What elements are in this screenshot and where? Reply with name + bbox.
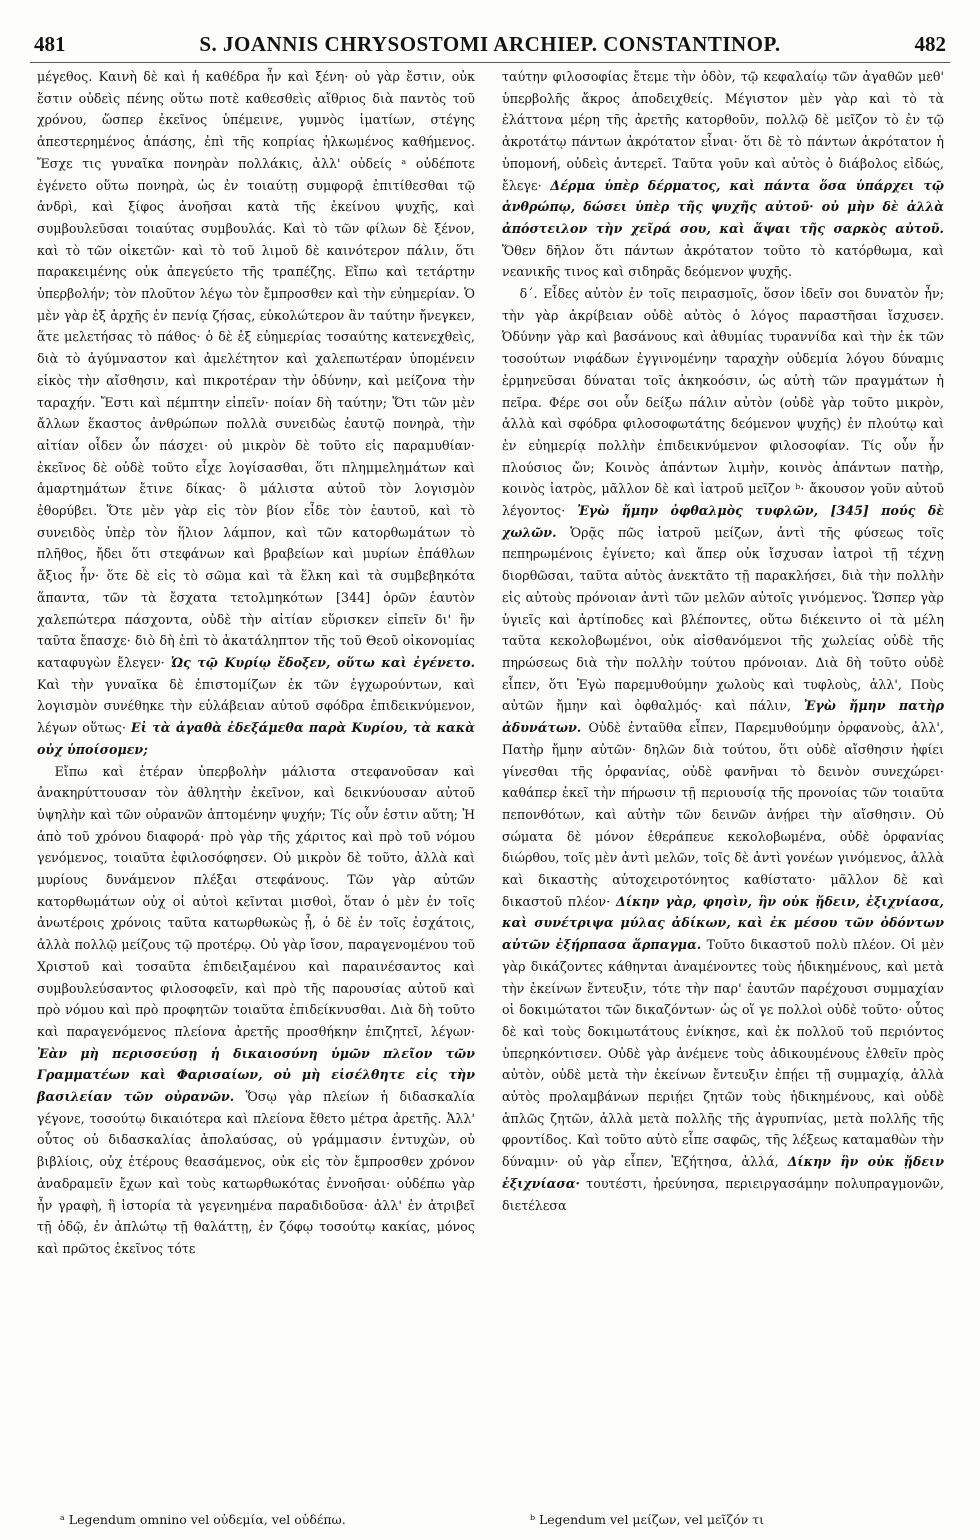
header-rule xyxy=(30,62,950,63)
running-title: S. JOANNIS CHRYSOSTOMI ARCHIEP. CONSTANTINOP. xyxy=(199,32,781,56)
right-paragraph-2: δ΄. Εἶδες αὐτὸν ἐν τοῖς πειρασμοῖς, ὅσον ἰδεῖν σοι δυνατὸν ἦν; τὴν γὰρ ἀκρίβειαν οὐδὲ αὐτὸς ὁ λόγος παραστῆσαι ἴσχυσεν. Ὀδύνην γὰρ καὶ βασάνους καὶ ἀθυμίας τυραννίδα καὶ τὴν ἐκ τῶν τοσούτων νιφάδων ἐγγινομένην ταραχὴν οὐδεμία λόγου δύναμις ἑρμηνεῦσαι δύναται τοῖς ἀκηκοόσιν, ὡς αὐτὴ τῶν πραγμάτων ἡ πεῖρα. Φέρε σοι οὖν δείξω πάλιν αὐτὸν (οὐδὲ γὰρ τοῦτο μικρὸν, ἀλλὰ καὶ σφόδρα φιλοσοφωτάτης δεόμενον ψυχῆς) ἐν πλούτῳ καὶ ἐν εὐημερίᾳ πολλὴν ἐπιδεικνύμενον φιλοσοφίαν. Τίς οὖν ἦν πλούσιος ὤν; Κοινὸς ἁπάντων λιμὴν, κοινὸς ἁπάντων πατὴρ, κοινὸς ἰατρὸς, μᾶλλον δὲ καὶ ἰατροῦ μεῖζον ᵇ· ἄκουσον γοῦν αὐτοῦ λέγοντος· Ἐγὼ ἤμην ὀφθαλμὸς τυφλῶν, [345] πούς δὲ χωλῶν. Ὁρᾷς πῶς ἰατροῦ μείζων, ἀντὶ τῆς φύσεως τοῖς πεπηρωμένοις ἐγίνετο; καὶ ἅπερ οὐκ ἴσχυσαν ἰατροὶ τῇ τέχνῃ διορθῶσαι, ταῦτα αὐτὸς ἀνεκτᾶτο τῇ παρακλήσει, διὰ τὴν πολλὴν εἰς αὐτοὺς πρόνοιαν ἀντὶ τῶν μελῶν αὐτοῖς γινόμενος. Ὥσπερ γὰρ ὑγιεῖς καὶ ἀρτίποδες καὶ βλέποντες, οὕτω διέκειντο οἱ τὰ μέλη ταῦτα κεκολοβωμένοι, οὐκ αἰσθανόμενοι τῆς χωλείας οὐδὲ τῆς πηρώσεως διὰ τὴν πολλὴν τούτου πρόνοιαν. Διὰ δὴ τοῦτο οὐδὲ εἶπεν, ὅτι Ἐγὼ παρεμυθούμην χωλοὺς καὶ τυφλοὺς, ἀλλ', Ποὺς αὐτῶν ἤμην καὶ ὀφθαλμός· καὶ πάλιν, Ἐγὼ ἤμην πατὴρ ἀδυνάτων. Οὐδὲ ἐνταῦθα εἶπεν, Παρεμυθούμην ὀρφανοὺς, ἀλλ', Πατὴρ ἤμην αὐτῶν· δηλῶν διὰ τούτου, ὅτι οὐδὲ αἴσθησιν ἠφίει γίνεσθαι τῆς ὀρφανίας, οὐδὲ φανῆναι τὸ δεινὸν συνεχώρει· καθάπερ ἐκεῖ τὴν πήρωσιν τῇ περιουσίᾳ τῆς προνοίας τῶν τοιαῦτα πεπονθότων, καὶ αὐτὴν τῶν δεινῶν ἀνῄρει τὴν αἴσθησιν. Οὐ σώματα δὲ μόνον ἐθεράπευε κεκολοβωμένα, οὐδὲ ὀρφανίας διώρθου, τοῖς μὲν ἀντὶ μελῶν, τοῖς δὲ ἀντὶ γονέων γινόμενος, ἀλλὰ καὶ δικαστὴς αὐτοχειροτόνητος καθίστατο· μᾶλλον δὲ καὶ δικαστοῦ πλέον· Δίκην γὰρ, φησὶν, ἣν οὐκ ᾔδειν, ἐξιχνίασα, καὶ συνέτριψα μύλας ἀδίκων, καὶ ἐκ μέσου τῶν ὀδόντων αὐτῶν ἐξήρπασα ἅρπαγμα. Τοῦτο δικαστοῦ πολὺ πλέον. Οἱ μὲν γὰρ δικάζοντες κάθηνται ἀναμένοντες τοὺς ἠδικημένους, καὶ μετὰ τὴν ἐκείνων ἔντευξιν, τότε τὴν παρ' ἑαυτῶν παρέχουσι συμμαχίαν οἱ δοκιμώτατοι τῶν δικαζόντων· ὡς οἵ γε πολλοὶ οὐδὲ τοῦτο· οὗτος δὲ καὶ τοὺς δοκιμωτάτους ἐνίκησε, καὶ ἐκ πολλοῦ τοῦ περιόντος ὑπερηκόντισεν. Οὐδὲ γὰρ ἀνέμενε τοὺς ἀδικουμένους ἐλθεῖν πρὸς αὐτὸν, οὐδὲ μετὰ τὴν ἐκείνων ἔντευξιν ἐπῄει τῇ συμμαχίᾳ, ἀλλὰ αὐτὸς προλαμβάνων περιῄει ζητῶν τοὺς ἠδικημένους, καὶ οὐδὲ ἁπλῶς ζητῶν, ἀλλὰ μετὰ πολλῆς τῆς ἀγρυπνίας, μετὰ πολλῆς τῆς φροντίδος. Καὶ τοῦτο αὐτὸ εἶπε σαφῶς, τῆς λέξεως καταμαθὼν τὴν δύναμιν· οὐ γὰρ εἶπεν, Ἐζήτησα, ἀλλά, Δίκην ἣν οὐκ ᾔδειν ἐξιχνίασα· τουτέστι, ἠρεύνησα, περιειργασάμην πολυπραγμονῶν, διετέλεσα xyxy=(502,286,944,1213)
footnote-b: ᵇ Legendum vel μείζων, vel μεῖζόν τι xyxy=(530,1512,765,1527)
running-header xyxy=(30,32,950,62)
right-column xyxy=(502,66,944,1216)
scripture-quote: Ὡς τῷ Κυρίῳ ἔδοξεν, οὕτω καὶ ἐγένετο. xyxy=(170,654,476,670)
page-number-right: 482 xyxy=(914,32,946,56)
left-paragraph-1: μέγεθος. Καινὴ δὲ καὶ ἡ καθέδρα ἦν καὶ ξένη· οὐ γὰρ ἔστιν, οὐκ ἔστιν οὐδεὶς πένης οὕτω ποτὲ καθεσθεὶς αἴθριος διὰ παντὸς τοῦ χρόνου, ὥσπερ ἐκεῖνος ὑπέμεινε, γυμνὸς ἱματίων, στέγης ἀπεστερημένος ἁπάσης, ἐπὶ τῆς κοπρίας ἡλκωμένος καθήμενος. Ἔσχε τις γυναῖκα πονηρὰν πολλάκις, ἀλλ' οὐδείς ᵃ οὐδέποτε ἐγένετο οὕτω πονηρὰ, ὡς ἐν τοιαύτῃ συμφορᾷ ἐπιτίθεσθαι τῷ ἀνδρὶ, καὶ ξίφος ἀνοῆσαι κατὰ τῆς ἐκείνου ψυχῆς, καὶ συμβουλεῦσαι τοιαύτας συμβουλάς. Καὶ τὸ τῶν φίλων δὲ ξένον, καὶ τὸ τῶν οἰκετῶν· καὶ τὸ τοῦ λιμοῦ δὲ καινότερον πάλιν, ὅτι παρακειμένης οὐκ ἀπεγεύετο τῆς τραπέζης. Εἴπω καὶ τετάρτην ὑπερβολήν; τὸν πλοῦτον λέγω τὸν ἔμπροσθεν καὶ τὴν εὐημερίαν. Ὁ μὲν γὰρ ἐξ ἀρχῆς ἐν πενίᾳ ζήσας, εὐκολώτερον ἂν ταύτην ἤνεγκεν, ἅτε μελετήσας τὸ πάθος· ὁ δὲ ἐξ εὐημερίας τοσαύτης κατενεχθεὶς, διὰ τὸ ἀγύμναστον καὶ ἀμελέτητον καὶ χαλεπωτέραν ὑπομένειν εἰκὸς τὴν αἴσθησιν, καὶ πικροτέραν τὴν ὀδύνην, καὶ μείζονα τὴν ταραχήν. Ἔστι καὶ πέμπτην εἰπεῖν· ποίαν δὴ ταύτην; Ὅτι τῶν μὲν ἄλλων ἕκαστος ἀνθρώπων πολλὰ συνειδὼς ἑαυτῷ πονηρὰ, τὴν αἰτίαν οἶδεν ὧν πάσχει· οὐ μικρὸν δὲ τοῦτο εἰς παραμυθίαν· ἐκεῖνος δὲ οὐδὲ τοῦτο εἶχε λογίσασθαι, ὅτι πλημμελημάτων καὶ ἁμαρτημάτων ἔτινε δίκας· ὃ μάλιστα αὐτοῦ τὸν λογισμὸν ἐθορύβει. Ὅτε μὲν γὰρ εἰς τὸν βίον εἶδε τὸν ἑαυτοῦ, καὶ τὸ συνειδὸς ὑπὲρ τὸν ἥλιον λάμπον, καὶ τῶν κατορθωμάτων τὸ πλῆθος, ἤδει ὅτι στεφάνων καὶ βραβείων καὶ μυρίων ἐπάθλων ἄξιος ἦν· ὅτε δὲ εἰς τὸ σῶμα καὶ τὰ ἕλκη καὶ τὰ συμβεβηκότα ἅπαντα, τῶν τὰ ἔσχατα τετολμηκότων [344] ὁρῶν ἑαυτὸν χαλεπώτερα πάσχοντα, οὐδὲ τὴν αἰτίαν εὕρισκεν εἰπεῖν δι' ἣν ταῦτα ἔπασχε· διὸ δὴ ἐπὶ τὸ ἀκατάληπτον τῆς τοῦ Θεοῦ οἰκονομίας καταφυγὼν ἔλεγεν· Ὡς τῷ Κυρίῳ ἔδοξεν, οὕτω καὶ ἐγένετο. Καὶ τὴν γυναῖκα δὲ ἐπιστομίζων ἐκ τῶν ἐγχωρούντων, καὶ λογισμὸν συνέθηκε τὴν εὐλάβειαν αὐτοῦ σφόδρα ἐπιδεικνύμενον, λέγων οὕτως· Εἰ τὰ ἀγαθὰ ἐδεξάμεθα παρὰ Κυρίου, τὰ κακὰ οὐχ ὑποίσομεν; xyxy=(37,69,476,757)
left-paragraph-2: Εἴπω καὶ ἑτέραν ὑπερβολὴν μάλιστα στεφανοῦσαν καὶ ἀνακηρύττουσαν τὸν ἀθλητὴν ἐκεῖνον, καὶ δεικνύουσαν αὐτοῦ ὑψηλὴν καὶ τῶν οὐρανῶν ἁπτομένην ψυχήν; Τίς οὖν ἐστιν αὕτη; Ἡ ἀπὸ τοῦ χρόνου διαφορά· πρὸ γὰρ τῆς χάριτος καὶ πρὸ τοῦ νόμου γενόμενος, τοιαῦτα ἐφιλοσόφησεν. Οὐ μικρὸν δὲ τοῦτο, ἀλλὰ καὶ μυρίους δυνάμενον πλέξαι στεφάνους. Τῶν γὰρ αὐτῶν κατορθωμάτων οὐχ οἱ αὐτοὶ κεῖνται μισθοὶ, ὅταν ὁ μὲν ἐν τοῖς ἀνωτέροις χρόνοις ταῦτα κατωρθωκὼς ᾖ, ὁ δὲ ἐν τοῖς ἐσχάτοις, ἀλλὰ πολλῷ μείζους τῷ προτέρῳ. Οὐ γὰρ ἴσον, παραγενομένου τοῦ Χριστοῦ καὶ τοσαῦτα ἐπιδειξαμένου καὶ παραινέσαντος καὶ συμβουλεύσαντος φιλοσοφεῖν, καὶ πρὸ τῆς παρουσίας αὐτοῦ καὶ πρὸ νόμου καὶ πρὸ προφητῶν τοιαῦτα ἐπιδείκνυσθαι. Διὰ δὴ τοῦτο καὶ παραγενόμενος πλείονα ἀρετῆς προσθήκην ἐπιζητεῖ, λέγων· Ἐὰν μὴ περισσεύσῃ ἡ δικαιοσύνη ὑμῶν πλεῖον τῶν Γραμματέων καὶ Φαρισαίων, οὐ μὴ εἰσέλθητε εἰς τὴν βασιλείαν τῶν οὐρανῶν. Ὅσῳ γὰρ πλείων ἡ διδασκαλία γέγονε, τοσούτῳ δικαιότερα καὶ πλείονα ἔθετο μέτρα ἀρετῆς. Ἀλλ' οὗτος οὐ διδασκαλίας ἀπολαύσας, οὐ γράμμασιν ἐντυχὼν, οὐ βιβλίοις, οὐχ ἑτέρους θεασάμενος, οὐκ εἰς τὸν ἔμπροσθεν χρόνον ἀναδραμεῖν ἔχων καὶ τοὺς κατωρθωκότας ἐννοῆσαι· οὐδέπω γὰρ ἦν γραφὴ, ἣ ἱστορία τὰ γεγενημένα παραδιδοῦσα· ἀλλ' ἐν ἀτριβεῖ τῇ ὁδῷ, ἐν ἀπλώτῳ τῇ θαλάττῃ, ἐν ζόφῳ τοσούτῳ κακίας, μόνος καὶ πρῶτος ἐκεῖνος τότε xyxy=(37,763,475,1256)
scripture-quote: Δίκην γὰρ, φησὶν, ἣν οὐκ ᾔδειν, ἐξιχνίασα, καὶ συνέτριψα μύλας ἀδίκων, καὶ ἐκ μέσου τῶν ὀδόντων αὐτῶν ἐξήρπασα ἅρπαγμα. xyxy=(502,893,944,953)
scripture-quote: Εἰ τὰ ἀγαθὰ ἐδεξάμεθα παρὰ Κυρίου, τὰ κακὰ οὐχ ὑποίσομεν; xyxy=(37,720,475,757)
scripture-quote: Ἐὰν μὴ περισσεύσῃ ἡ δικαιοσύνη ὑμῶν πλεῖον τῶν Γραμματέων καὶ Φαρισαίων, οὐ μὴ εἰσέλθητε εἰς τὴν βασιλείαν τῶν οὐρανῶν. xyxy=(37,1045,475,1105)
scripture-quote: Ἐγὼ ἤμην ὀφθαλμὸς τυφλῶν, [345] πούς δὲ χωλῶν. xyxy=(502,503,944,540)
right-paragraph-1: ταύτην φιλοσοφίας ἔτεμε τὴν ὁδὸν, τῷ κεφαλαίῳ τῶν ἀγαθῶν μεθ' ὑπερβολῆς ἄκρος ἀποδειχθείς. Μέγιστον μὲν γὰρ καὶ τὸ τὰ ἐλάττονα μέρη τῆς ἀρετῆς κατορθοῦν, πολλῷ δὲ μεῖζον τὸ ἐν τῷ ἀκροτάτῳ πάντων ἀκρότατον εἶναι· ὅτι δὲ τὸ πάντων ἀκρότατον ἡ ὑπομονή, οὐδεὶς ἀντερεῖ. Ταῦτα γοῦν καὶ αὐτὸς ὁ διάβολος εἰδώς, ἔλεγε· Δέρμα ὑπὲρ δέρματος, καὶ πάντα ὅσα ὑπάρχει τῷ ἀνθρώπῳ, δώσει ὑπὲρ τῆς ψυχῆς αὐτοῦ· οὐ μὴν δὲ ἀλλὰ ἀπόστειλον τὴν χεῖρά σου, καὶ ἅψαι τῆς σαρκὸς αὐτοῦ. Ὅθεν δῆλον ὅτι πάντων ἀκρότατον τοῦτο τὸ κατόρθωμα, καὶ νεανικῆς τινος καὶ σιδηρᾶς δεόμενον ψυχῆς. xyxy=(502,69,944,280)
left-column xyxy=(37,66,475,1260)
footnote-a: ᵃ Legendum omnino vel οὐδεμία, vel οὐδέπω. xyxy=(60,1512,346,1527)
scripture-quote: Ἐγὼ ἤμην πατὴρ ἀδυνάτων. xyxy=(502,698,944,736)
footnotes xyxy=(0,1512,980,1534)
scripture-quote: Δέρμα ὑπὲρ δέρματος, καὶ πάντα ὅσα ὑπάρχει τῷ ἀνθρώπῳ, δώσει ὑπὲρ τῆς ψυχῆς αὐτοῦ· οὐ μὴν δὲ ἀλλὰ ἀπόστειλον τὴν χεῖρά σου, καὶ ἅψαι τῆς σαρκὸς αὐτοῦ. xyxy=(502,177,944,236)
page-number-left: 481 xyxy=(34,32,66,56)
scripture-quote: Δίκην ἣν οὐκ ᾔδειν ἐξιχνίασα· xyxy=(502,1154,944,1191)
